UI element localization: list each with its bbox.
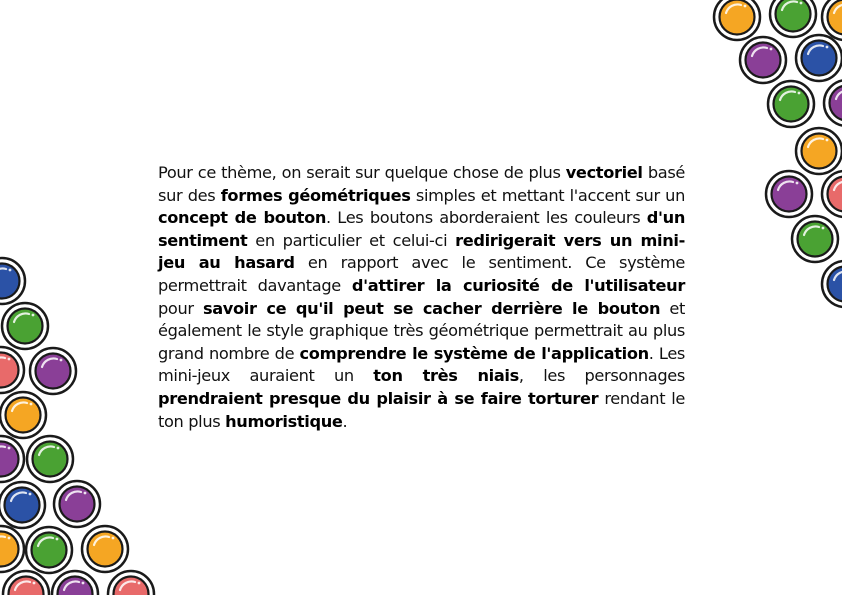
- emphasis-text: formes géométriques: [220, 185, 411, 205]
- emphasis-text: d'un sentiment: [158, 208, 685, 250]
- button-circle-icon: [26, 527, 72, 573]
- body-text-run: et également le style graphique très géométrique permettrait au plus grand nombre de: [158, 298, 685, 363]
- emphasis-text: prendraient presque du plaisir à se faire torturer: [158, 388, 599, 408]
- body-text-run: Pour ce thème, on serait sur quelque chose de plus: [158, 163, 566, 182]
- button-circle-icon: [52, 571, 98, 595]
- button-circle-icon: [2, 303, 48, 349]
- body-text-run: en rapport avec le sentiment. Ce système permettrait davantage: [158, 253, 686, 295]
- button-circle-icon: [822, 171, 842, 217]
- emphasis-text: concept de bouton: [158, 208, 327, 228]
- button-circle-icon: [0, 482, 45, 528]
- body-paragraph: [158, 162, 685, 433]
- button-circle-icon: [0, 392, 46, 438]
- emphasis-text: d'attirer la curiosité de l'utilisateur: [351, 275, 685, 295]
- button-circle-icon: [792, 216, 838, 262]
- button-circle-icon: [0, 436, 24, 482]
- button-circle-icon: [822, 0, 842, 40]
- top-right-button-cluster: [714, 0, 842, 307]
- button-circle-icon: [27, 436, 73, 482]
- emphasis-text: savoir ce qu'il peut se cacher derrière le bouton: [202, 298, 661, 318]
- emphasis-text: redirigerait vers un mini-jeu au hasard: [158, 230, 685, 273]
- emphasis-text: comprendre le système de l'application: [299, 343, 649, 363]
- body-text-run: , les personnages: [518, 366, 685, 386]
- button-circle-icon: [0, 347, 24, 393]
- emphasis-text: ton très niais: [373, 366, 519, 386]
- button-circle-icon: [768, 81, 814, 127]
- emphasis-text: vectoriel: [565, 163, 643, 182]
- body-text-run: basé sur des: [158, 163, 686, 205]
- button-circle-icon: [0, 526, 24, 572]
- body-text-run: . Les mini-jeux auraient un: [158, 343, 686, 386]
- button-circle-icon: [766, 171, 812, 217]
- bottom-left-button-cluster: [0, 258, 154, 595]
- button-circle-icon: [0, 258, 25, 304]
- body-text-run: .: [342, 411, 348, 431]
- emphasis-text: humoristique: [225, 411, 343, 431]
- button-circle-icon: [770, 0, 816, 37]
- button-circle-icon: [714, 0, 760, 40]
- button-circle-icon: [3, 571, 49, 595]
- body-text-run: simples et mettant l'accent sur un: [410, 185, 685, 205]
- body-text-run: rendant le ton plus: [158, 388, 685, 431]
- button-circle-icon: [54, 481, 100, 527]
- button-circle-icon: [822, 261, 842, 307]
- button-circle-icon: [740, 37, 786, 83]
- body-text-run: pour: [158, 298, 203, 318]
- body-text-run: . Les boutons aborderaient les couleurs: [326, 208, 647, 228]
- button-circle-icon: [30, 348, 76, 394]
- button-circle-icon: [82, 526, 128, 572]
- button-circle-icon: [824, 80, 842, 126]
- button-circle-icon: [796, 35, 842, 81]
- button-circle-icon: [796, 128, 842, 174]
- button-circle-icon: [108, 571, 154, 595]
- body-text-run: en particulier et celui-ci: [247, 230, 456, 250]
